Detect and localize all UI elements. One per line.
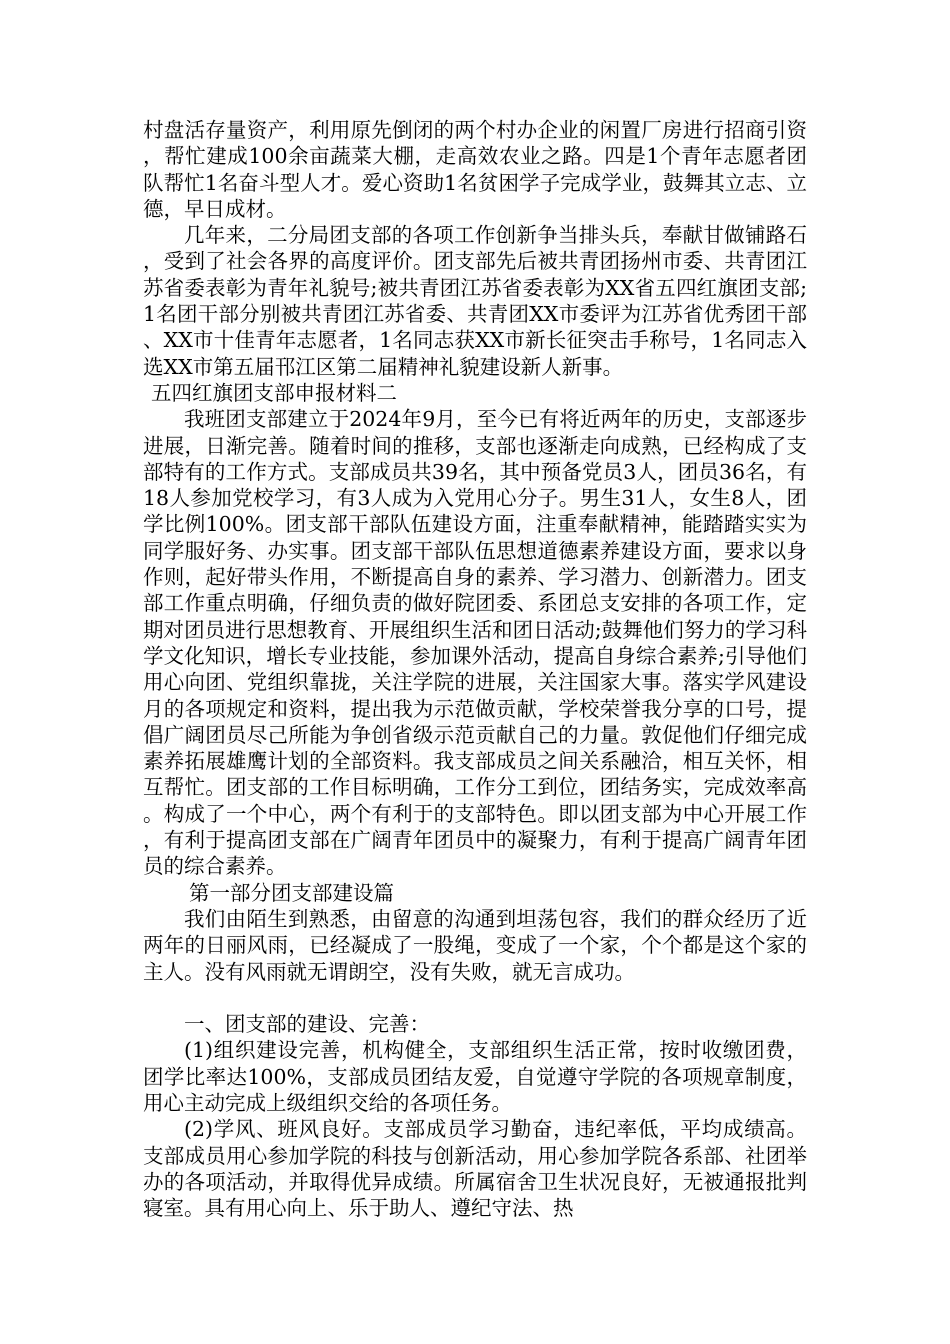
paragraph-honors: 几年来，二分局团支部的各项工作创新争当排头兵，奉献甘做铺路石，受到了社会各界的高度评价。团支部先后被共青团扬州市委、共青团江苏省委表彰为青年礼貌号;被共青团江苏省委表彰为XX省五四红旗团支部;1名团干部分别被共青团江苏省委、共青团XX市委评为江苏省优秀团干部、XX市十佳青年志愿者，1名同志获XX市新长征突击手称号，1名同志入选XX市第五届邗江区第二届精神礼貌建设新人新事。 <box>143 223 807 379</box>
section-heading-construction: 一、团支部的建设、完善： <box>184 1012 430 1037</box>
section-heading-part-one: 第一部分团支部建设篇 <box>189 880 394 905</box>
paragraph-study-style: (2)学风、班风良好。支部成员学习勤奋，违纪率低，平均成绩高。支部成员用心参加学院的科技与创新活动，用心参加学院各系部、社团举办的各项活动，并取得优异成绩。所属宿舍卫生状况良好，无被通报批判寝室。具有用心向上、乐于助人、遵纪守法、热 <box>143 1117 807 1221</box>
paragraph-organization: (1)组织建设完善，机构健全，支部组织生活正常，按时收缴团费，团学比率达100%，支部成员团结友爱，自觉遵守学院的各项规章制度，用心主动完成上级组织交给的各项任务。 <box>143 1038 807 1115</box>
section-heading-material-two: 五四红旗团支部申报材料二 <box>151 380 397 405</box>
document-page <box>143 117 807 1221</box>
paragraph-village-assets: 村盘活存量资产，利用原先倒闭的两个村办企业的闲置厂房进行招商引资，帮忙建成100余亩蔬菜大棚，走高效农业之路。四是1个青年志愿者团队帮忙1名奋斗型人才。爱心资助1名贫困学子完成学业，鼓舞其立志、立德，早日成材。 <box>143 118 807 221</box>
blank-line <box>143 985 807 1011</box>
paragraph-branch-overview: 我班团支部建立于2024年9月，至今已有将近两年的历史，支部逐步进展，日渐完善。随着时间的推移，支部也逐渐走向成熟，已经构成了支部特有的工作方式。支部成员共39名，其中预备党员3人，团员36名，有18人参加党校学习，有3人成为入党用心分子。男生31人，女生8人，团学比例100%。团支部干部队伍建设方面，注重奉献精神，能踏踏实实为同学服好务、办实事。团支部干部队伍思想道德素养建设方面，要求以身作则，起好带头作用，不断提高自身的素养、学习潜力、创新潜力。团支部工作重点明确，仔细负责的做好院团委、系团总支安排的各项工作，定期对团员进行思想教育、开展组织生活和团日活动;鼓舞他们努力的学习科学文化知识，增长专业技能，参加课外活动，提高自身综合素养;引导他们用心向团、党组织靠拢，关注学院的进展，关注国家大事。落实学风建设月的各项规定和资料，提出我为示范做贡献，学校荣誉我分享的口号，提倡广阔团员尽己所能为争创省级示范贡献自己的力量。敦促他们仔细完成素养拓展雄鹰计划的全部资料。我支部成员之间关系融洽，相互关怀，相互帮忙。团支部的工作目标明确，工作分工到位，团结务实，完成效率高。构成了一个中心，两个有利于的支部特色。即以团支部为中心开展工作，有利于提高团支部在广阔青年团员中的凝聚力，有利于提高广阔青年团员的综合素养。 <box>143 407 807 879</box>
paragraph-collective: 我们由陌生到熟悉，由留意的沟通到坦荡包容，我们的群众经历了近两年的日丽风雨，已经凝成了一股绳，变成了一个家，个个都是这个家的主人。没有风雨就无谓朗空，没有失败，就无言成功。 <box>143 906 807 984</box>
